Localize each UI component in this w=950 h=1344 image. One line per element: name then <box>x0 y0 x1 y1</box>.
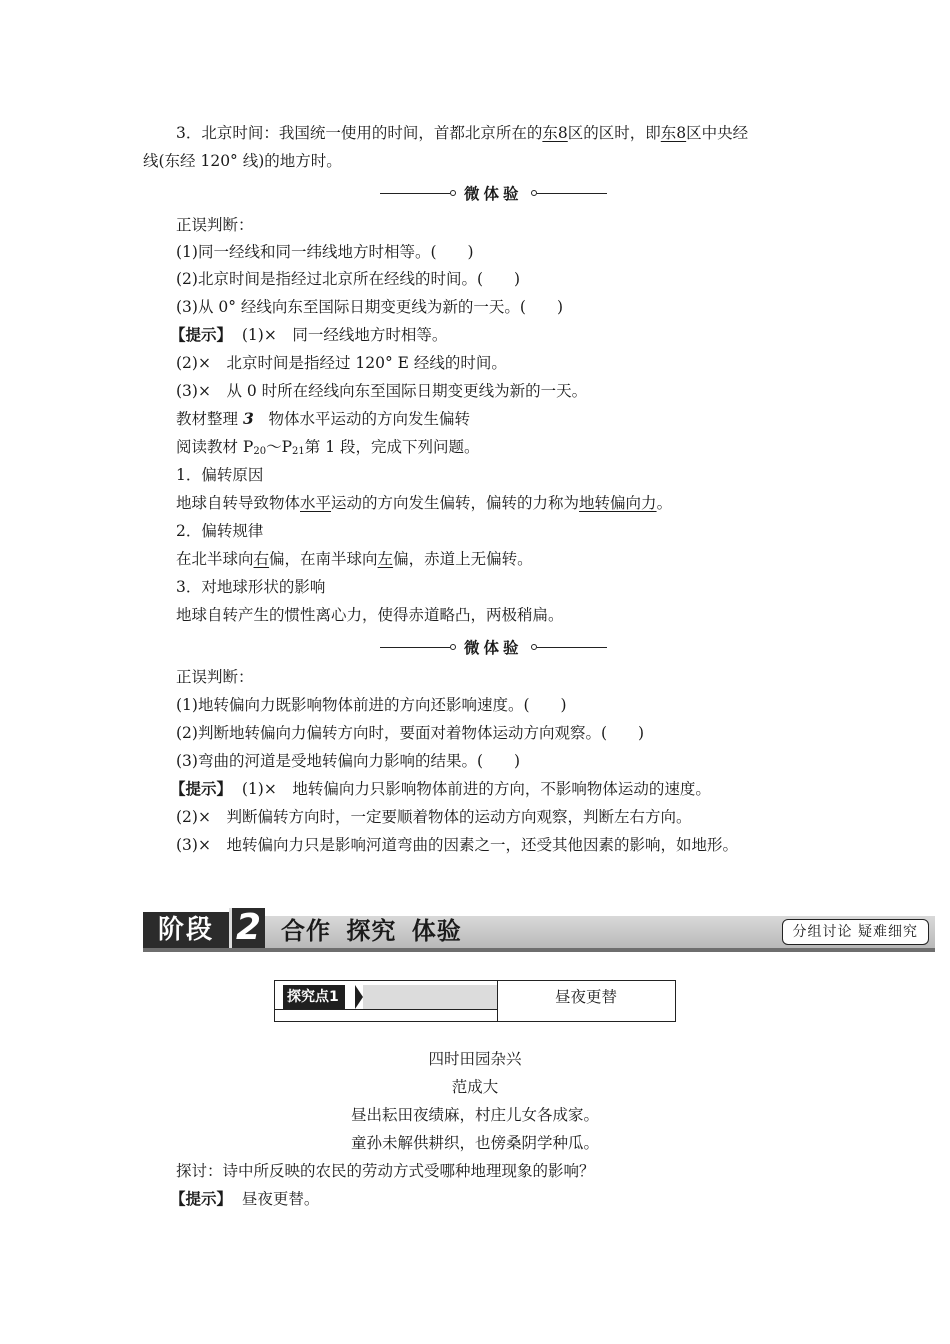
underlined-answer: 东8 <box>542 124 568 142</box>
quiz-item: (3)弯曲的河道是受地转偏向力影响的结果。( ) <box>176 752 521 770</box>
quiz-item: (3)从 0° 经线向东至国际日期变更线为新的一天。( ) <box>176 298 564 316</box>
hint-line <box>170 778 711 800</box>
divider-rule <box>537 193 607 194</box>
hint-text: (1)× 地转偏向力只影响物体前进的方向，不影响物体运动的速度。 <box>241 780 711 798</box>
stage-title: 合作 探究 体验 <box>281 916 462 945</box>
text-fragment: 偏，在南半球向 <box>269 550 378 568</box>
label-fill <box>363 985 497 1009</box>
discussion-question: 探讨：诗中所反映的农民的劳动方式受哪种地理现象的影响？ <box>176 1162 595 1180</box>
text-fragment: 在北半球向 <box>176 550 254 568</box>
underlined-answer: 左 <box>377 550 394 568</box>
poem-author: 范成大 <box>451 1078 499 1096</box>
hint-line: (2)× 北京时间是指经过 120° E 经线的时间。 <box>176 354 507 372</box>
explore-point-label: 探究点1 <box>283 985 345 1009</box>
paragraph: 地球自转产生的惯性离心力，使得赤道略凸，两极稍扁。 <box>176 606 564 624</box>
text-fragment: 运动的方向发生偏转，偏转的力称为 <box>331 494 580 512</box>
material-heading <box>176 408 470 430</box>
poem-line: 童孙未解供耕织，也傍桑阴学种瓜。 <box>350 1134 599 1152</box>
text-fragment: 偏，赤道上无偏转。 <box>393 550 533 568</box>
subheading: 2．偏转规律 <box>176 522 264 540</box>
text-fragment: ～P <box>266 438 293 456</box>
reading-instruction <box>176 436 479 463</box>
text-fragment: 区的区时，即 <box>567 124 661 142</box>
quiz-item: (1)同一经线和同一纬线地方时相等。( ) <box>176 243 474 261</box>
text-fragment: 区中央经 <box>686 124 749 142</box>
stage-number: 2 <box>229 908 265 948</box>
quiz-intro: 正误判断： <box>176 668 254 686</box>
divider-rule <box>380 647 450 648</box>
hint-text: (1)× 同一经线地方时相等。 <box>241 326 448 344</box>
explore-point-box <box>274 980 676 1022</box>
material-title: 物体水平运动的方向发生偏转 <box>268 410 471 428</box>
quiz-item: (2)北京时间是指经过北京所在经线的时间。( ) <box>176 270 521 288</box>
material-label: 教材整理 <box>176 410 239 428</box>
hint-line <box>170 324 447 346</box>
underlined-answer: 地转偏向力 <box>579 494 657 512</box>
explore-point-title: 昼夜更替 <box>554 988 617 1006</box>
hint-line: (3)× 地转偏向力只是影响河道弯曲的因素之一，还受其他因素的影响，如地形。 <box>176 836 738 854</box>
quiz-item: (2)判断地转偏向力偏转方向时，要面对着物体运动方向观察。( ) <box>176 724 645 742</box>
final-hint <box>170 1188 319 1210</box>
material-number: 3 <box>242 409 254 428</box>
text-fragment: 第 1 段，完成下列问题。 <box>304 438 480 456</box>
hint-line: (3)× 从 0 时所在经线向东至国际日期变更线为新的一天。 <box>176 382 588 400</box>
quiz-intro: 正误判断： <box>176 216 254 234</box>
paragraph <box>176 548 533 570</box>
page-subscript: 20 <box>253 446 267 457</box>
divider-label: 微体验 <box>464 184 523 203</box>
text-fragment: 地球自转导致物体 <box>176 494 301 512</box>
poem-title: 四时田园杂兴 <box>428 1050 522 1068</box>
quiz-item: (1)地转偏向力既影响物体前进的方向还影响速度。( ) <box>176 696 567 714</box>
beijing-time-line-1 <box>176 122 748 144</box>
text-fragment: 。 <box>656 494 673 512</box>
underlined-answer: 右 <box>253 550 270 568</box>
paragraph <box>176 492 672 514</box>
micro-experience-divider <box>380 182 607 204</box>
beijing-time-line-2: 线(东经 120° 线)的地方时。 <box>143 152 342 170</box>
stage-word: 阶段 <box>143 912 229 948</box>
hint-label: 【提示】 <box>170 779 233 798</box>
micro-experience-divider <box>380 636 607 658</box>
stage-tag: 分组讨论 疑难细究 <box>782 919 929 945</box>
hint-line: (2)× 判断偏转方向时，一定要顺着物体的运动方向观察，判断左右方向。 <box>176 808 692 826</box>
page-subscript: 21 <box>292 446 305 457</box>
hint-label: 【提示】 <box>170 1189 233 1208</box>
underlined-answer: 水平 <box>300 494 332 512</box>
divider-rule <box>380 193 450 194</box>
text-fragment: 阅读教材 P <box>176 438 254 456</box>
hint-label: 【提示】 <box>170 325 233 344</box>
underlined-answer: 东8 <box>660 124 687 142</box>
subheading: 1．偏转原因 <box>176 466 264 484</box>
divider-rule <box>537 647 607 648</box>
divider-label: 微体验 <box>464 638 523 657</box>
text-fragment: 3．北京时间：我国统一使用的时间，首都北京所在的 <box>176 124 543 142</box>
arrow-right-icon <box>355 985 363 1009</box>
banner-shadow <box>143 948 935 952</box>
stage-banner <box>143 908 935 952</box>
hint-text: 昼夜更替。 <box>241 1190 320 1208</box>
subheading: 3．对地球形状的影响 <box>176 578 326 596</box>
poem-line: 昼出耘田夜绩麻，村庄儿女各成家。 <box>350 1106 599 1124</box>
box-rule <box>275 1009 497 1010</box>
